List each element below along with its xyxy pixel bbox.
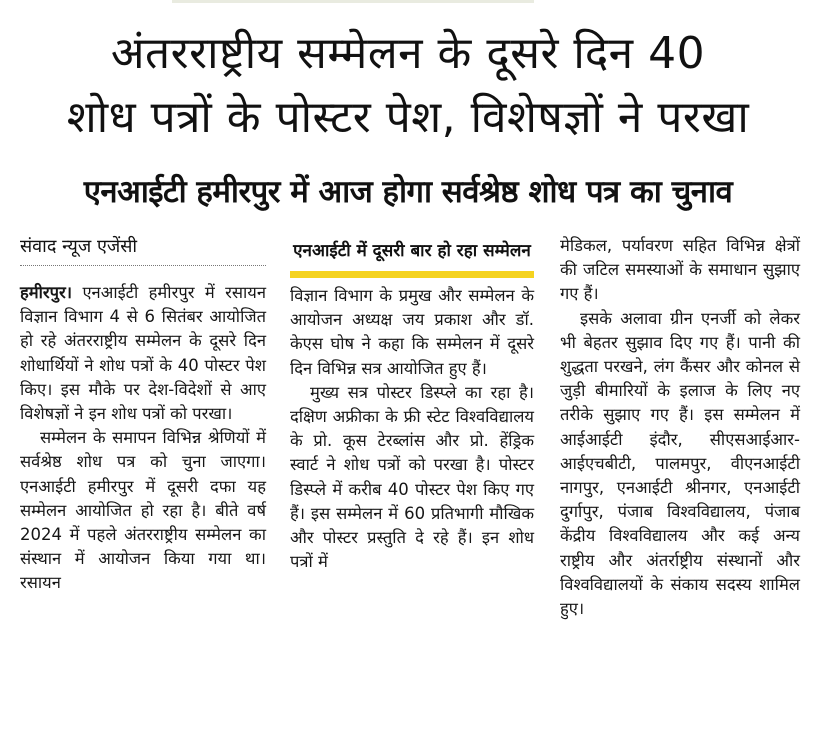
article-column-right	[560, 232, 800, 621]
headline-line-2: शोध पत्रों के पोस्टर पेश, विशेषज्ञों ने परखा	[66, 92, 750, 143]
yellow-accent-bar	[290, 271, 534, 278]
paragraph	[20, 281, 266, 426]
dateline: हमीरपुर।	[20, 283, 73, 302]
article-column-middle	[290, 232, 534, 574]
paragraph-text: एनआईटी हमीरपुर में रसायन विज्ञान विभाग 4 से 6 सितंबर आयोजित हो रहे अंतरराष्ट्रीय सम्मेलन के दूसरे दिन शोधार्थियों ने शोध पत्रों के 40 पोस्टर पेश किए। इस मौके पर देश-विदेशों से आए विशेषज्ञों ने इन शोध पत्रों को परखा।	[20, 283, 266, 424]
byline: संवाद न्यूज एजेंसी	[20, 232, 266, 266]
paragraph: मुख्य सत्र पोस्टर डिस्प्ले का रहा है। दक्षिण अफ्रीका के फ्री स्टेट विश्वविद्यालय के प्रो. कूस टेरब्लांस और प्रो. हेंड्रिक स्वार्ट ने शोध पत्रों को परखा है। पोस्टर डिस्प्ले में करीब 40 पोस्टर पेश किए गए हैं। इस सम्मेलन में 60 प्रतिभागी मौखिक और पोस्टर प्रस्तुति दे रहे हैं। इन शोध पत्रों में	[290, 382, 534, 572]
paragraph: मेडिकल, पर्यावरण सहित विभिन्न क्षेत्रों की जटिल समस्याओं के समाधान सुझाए गए हैं।	[560, 236, 800, 304]
article-column-left	[20, 232, 266, 596]
subheadline: एनआईटी हमीरपुर में आज होगा सर्वश्रेष्ठ शोध पत्र का चुनाव	[83, 174, 733, 210]
headline	[0, 22, 816, 150]
box-subheading: एनआईटी में दूसरी बार हो रहा सम्मेलन	[293, 241, 531, 261]
paragraph: विज्ञान विभाग के प्रमुख और सम्मेलन के आयोजन अध्यक्ष जय प्रकाश और डॉ. केएस घोष ने कहा कि सम्मेलन में दूसरे दिन विभिन्न सत्र आयोजित हुए हैं।	[290, 286, 534, 378]
paragraph: इसके अलावा ग्रीन एनर्जी को लेकर भी बेहतर सुझाव दिए गए हैं। पानी की शुद्धता परखने, लंग कैंसर और कोनल से जुड़ी बीमारियों के इलाज के लिए नए तरीके सुझाए गए हैं। इस सम्मेलन में आईआईटी इंदौर, सीएसआईआर-आईएचबीटी, पालमपुर, वीएनआईटी नागपुर, एनआईटी श्रीनगर, एनआईटी दुर्गापुर, पंजाब विश्वविद्यालय, पंजाब केंद्रीय विश्वविद्यालय और कई अन्य राष्ट्रीय और अंतर्राष्ट्रीय संस्थानों और विश्वविद्यालयों के संकाय सदस्य शामिल हुए।	[560, 308, 800, 619]
headline-line-1: अंतरराष्ट्रीय सम्मेलन के दूसरे दिन 40	[110, 28, 706, 79]
top-strip-divider	[172, 0, 534, 3]
paragraph: सम्मेलन के समापन विभिन्न श्रेणियों में सर्वश्रेष्ठ शोध पत्र को चुना जाएगा। एनआईटी हमीरपुर में दूसरी दफा यह सम्मेलन आयोजित हो रहा है। बीते वर्ष 2024 में पहले अंतरराष्ट्रीय सम्मेलन का संस्थान में आयोजन किया गया था। रसायन	[20, 428, 266, 593]
